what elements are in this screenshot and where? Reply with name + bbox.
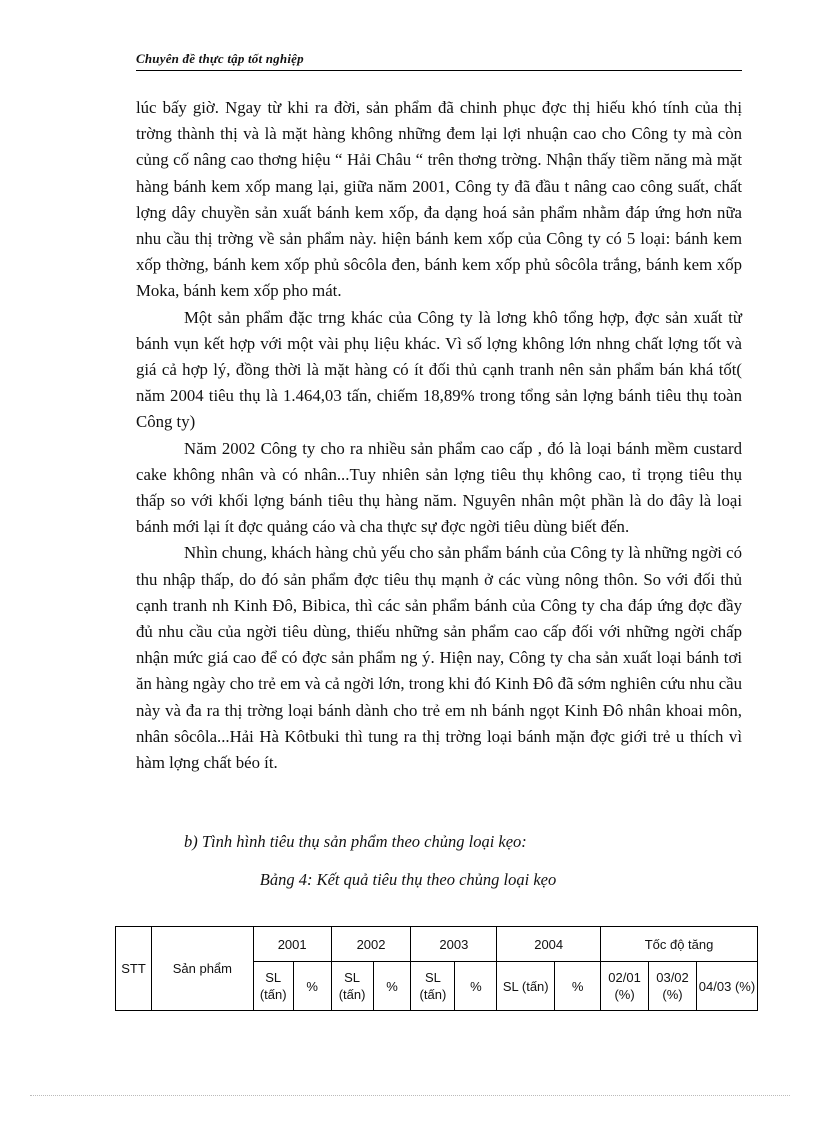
- header-sl-2001: SL (tấn): [253, 962, 293, 1011]
- header-growth: Tốc độ tăng: [601, 927, 758, 962]
- header-sl-2003: SL (tấn): [411, 962, 455, 1011]
- header-title: Chuyên đề thực tập tốt nghiệp: [136, 51, 304, 66]
- header-growth-03-02: 03/02 (%): [649, 962, 697, 1011]
- table-header-row-1: [116, 927, 758, 962]
- header-sl-2004: SL (tấn): [497, 962, 555, 1011]
- header-product: Sản phẩm: [151, 927, 253, 1011]
- header-pct-2001: %: [293, 962, 331, 1011]
- header-pct-2004: %: [555, 962, 601, 1011]
- header-pct-2002: %: [373, 962, 411, 1011]
- paragraph-3: Năm 2002 Công ty cho ra nhiều sản phẩm cao cấp , đó là loại bánh mềm custard cake không nhân và có nhân...Tuy nhiên sản lợng tiêu thụ không cao, tỉ trọng tiêu thụ thấp so với khối lợng bánh tiêu thụ hàng năm. Nguyên nhân một phần là do đây là loại bánh mới lại ít đợc quảng cáo và cha thực sự đợc ngời tiêu dùng biết đến.: [136, 438, 742, 537]
- paragraph-1: lúc bấy giờ. Ngay từ khi ra đời, sản phẩm đã chinh phục đợc thị hiếu khó tính của thị trờng thành thị và là mặt hàng không những đem lại lợi nhuận cao cho Công ty mà còn củng cố nâng cao thơng hiệu “ Hải Châu “ trên thơng trờng. Nhận thấy tiềm năng mà mặt hàng bánh kem xốp mang lại, giữa năm 2001, Công ty đã đầu t nâng cao công suất, chất lợng dây chuyền sản xuất bánh kem xốp, đa dạng hoá sản phẩm nhằm đáp ứng hơn nữa nhu cầu thị trờng về sản phẩm này. hiện bánh kem xốp của Công ty có 5 loại: bánh kem xốp thờng, bánh kem xốp phủ sôcôla đen, bánh kem xốp phủ sôcôla trắng, bánh kem xốp Moka, bánh kem xốp pho mát.: [136, 98, 742, 301]
- header-sl-2002: SL (tấn): [331, 962, 373, 1011]
- page-bottom-divider: [30, 1095, 790, 1096]
- paragraph-2: Một sản phẩm đặc trng khác của Công ty là lơng khô tổng hợp, đợc sản xuất từ bánh vụn kết hợp với một vài phụ liệu khác. Vì số lợng không lớn nhng chất lợng tốt và giá cả hợp lý, đồng thời là mặt hàng có ít đối thủ cạnh tranh nên sản phẩm bán khá tốt( năm 2004 tiêu thụ là 1.464,03 tấn, chiếm 18,89% trong tổng sản lợng bánh tiêu thụ toàn Công ty): [136, 307, 742, 432]
- header-pct-2003: %: [455, 962, 497, 1011]
- body-text: [136, 95, 742, 776]
- header-growth-02-01: 02/01 (%): [601, 962, 649, 1011]
- header-stt: STT: [116, 927, 152, 1011]
- header-growth-04-03: 04/03 (%): [696, 962, 757, 1011]
- paragraph-4: Nhìn chung, khách hàng chủ yếu cho sản phẩm bánh của Công ty là những ngời có thu nhập thấp, do đó sản phẩm đợc tiêu thụ mạnh ở các vùng nông thôn. So với đối thủ cạnh tranh nh Kinh Đô, Bibica, thì các sản phẩm bánh của Công ty cha đáp ứng đợc đầy đủ nhu cầu của ngời tiêu dùng, thiếu những sản phẩm cao cấp đối với những ngời chấp nhận mức giá cao để có đợc sản phẩm ng ý. Hiện nay, Công ty cha sản xuất loại bánh tơi ăn hàng ngày cho trẻ em và cả ngời lớn, trong khi đó Kinh Đô đã sớm nghiên cứu nhu cầu này và đa ra thị trờng loại bánh dành cho trẻ em nh bánh ngọt Kinh Đô nhân khoai môn, nhân sôcôla...Hải Hà Kôtbuki thì tung ra thị trờng loại bánh mặn đợc giới trẻ u thích vì hàm lợng chất béo ít.: [136, 543, 742, 773]
- sales-table: [115, 926, 758, 1011]
- header-year-2004: 2004: [497, 927, 601, 962]
- header-year-2001: 2001: [253, 927, 331, 962]
- header-year-2002: 2002: [331, 927, 411, 962]
- page-header: [136, 50, 742, 71]
- table-caption: Bảng 4: Kết quả tiêu thụ theo chủng loại kẹo: [259, 870, 557, 889]
- header-year-2003: 2003: [411, 927, 497, 962]
- section-subheading: b) Tình hình tiêu thụ sản phẩm theo chủng loại kẹo:: [184, 832, 527, 851]
